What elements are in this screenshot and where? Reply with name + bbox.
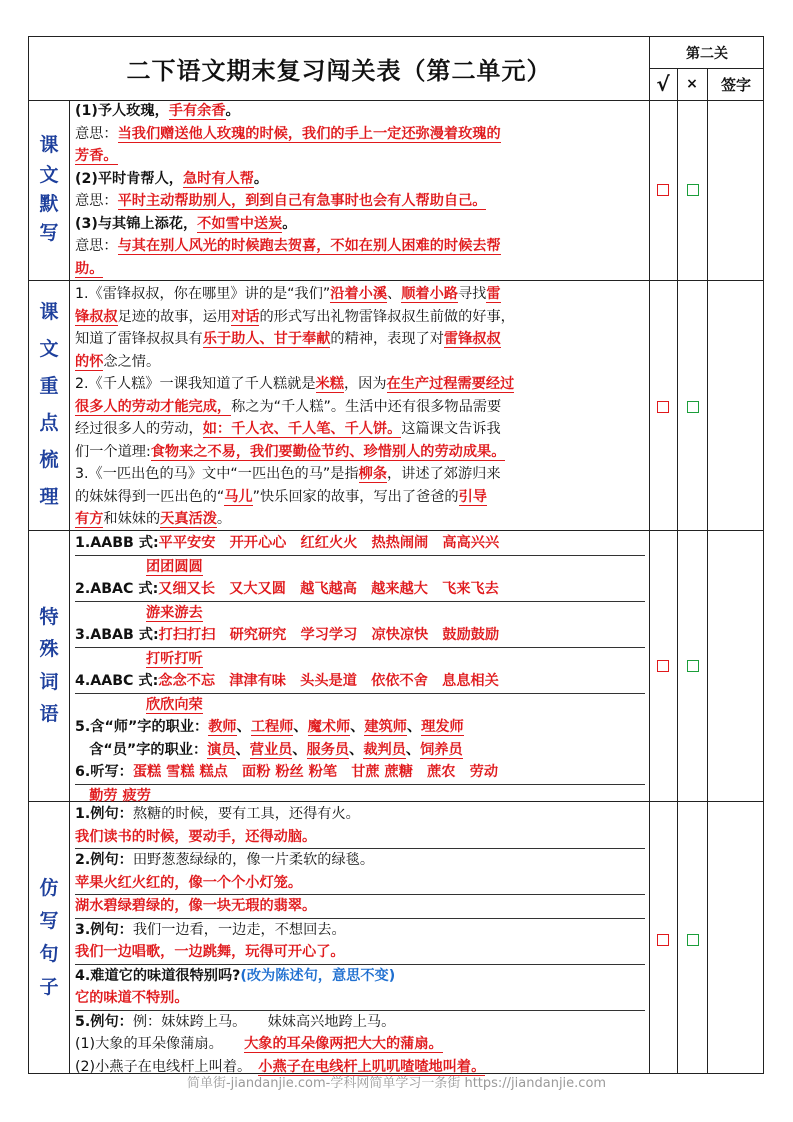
cross-header: × bbox=[686, 76, 698, 92]
section4-check-box[interactable] bbox=[657, 934, 669, 946]
section4-cross-box[interactable] bbox=[687, 934, 699, 946]
review-table bbox=[28, 36, 764, 1074]
section-key-points: 1.《雷锋叔叔，你在哪里》讲的是“我们”沿着小溪、顺着小路寻找雷 锋叔叔足迹的故事，运用对话的形式写出礼物雷锋叔叔生前做的好事， 知道了雷锋叔叔具有乐于助人、甘于奉献的精神，表现了对雷锋叔叔 的怀念之情。 2.《千人糕》一课我知道了千人糕就是米糕，因为在生产过程需要经过 很多人的劳动才能完成，称之为“千人糕”。生活中还有很多物品需要 经过很多人的劳动，如：千人衣、千人笔、千人饼。这篇课文告诉我 们一个道理:食物来之不易，我们要勤俭节约、珍惜别人的劳动成果。 3.《一匹出色的马》文中“一匹出色的马”是指柳条，讲述了郊游归来 的妹妹得到一匹出色的“马儿”快乐回家的故事，写出了爸爸的引导 有方和妹妹的天真活泼。 bbox=[75, 286, 515, 527]
page-title: 二下语文期末复习闯关表（第二单元） bbox=[126, 57, 552, 85]
section2-check-box[interactable] bbox=[657, 401, 669, 413]
section-sentence-imitation: 1.例句：熬糖的时候，要有工具，还得有火。 我们读书的时候，要动手，还得动脑。 2.例句：田野葱葱绿绿的，像一片柔软的绿毯。 苹果火红火红的，像一个个小灯笼。 湖水碧绿碧绿的，像一块无瑕的翡翠。 3.例句：我们一边看，一边走，不想回去。 我们一边唱歌，一边跳舞，玩得可开心了。 4.难道它的味道很特别吗?(改为陈述句，意思不变) 它的味道不特别。 5.例句：例：妹妹跨上马。 妹妹高兴地跨上马。 (1)大象的耳朵像蒲扇。 大象的耳朵像两把大大的蒲扇。 (2)小燕子在电线杆上叫着。 小燕子在电线杆上叽叽喳喳地叫着。 bbox=[75, 803, 645, 1078]
section-label-key-points: 课 文 重 点 梳 理 bbox=[39, 300, 59, 509]
check-header: √ bbox=[656, 72, 670, 96]
section-label-dictation: 课 文 默 写 bbox=[39, 134, 59, 245]
section1-cross-box[interactable] bbox=[687, 184, 699, 196]
section-dictation: (1)予人玫瑰，手有余香。 意思：当我们赠送他人玫瑰的时候，我们的手上一定还弥漫着玫瑰的 芳香。 (2)平时肯帮人，急时有人帮。 意思：平时主动帮助别人，到到自己有急事时也会有人帮助自己。 (3)与其锦上添花，不如雪中送炭。 意思：与其在别人风光的时候跑去贺喜，不如在别人困难的时候去帮 助。 bbox=[75, 103, 501, 277]
sign-header: 签字 bbox=[720, 75, 751, 94]
section3-cross-box[interactable] bbox=[687, 660, 699, 672]
section-special-words: 1.AABB 式:平平安安 开开心心 红红火火 热热闹闹 高高兴兴 团团圆圆 2.ABAC 式:又细又长 又大又圆 越飞越高 越来越大 飞来飞去 游来游去 3.ABAB 式:打扫打扫 研究研究 学习学习 凉快凉快 鼓励鼓励 打听打听 4.AABC 式:念念不忘 津津有味 头头是道 依依不舍 息息相关 欣欣向荣 5.含“师”字的职业：教师、工程师、魔术师、建筑师、理发师 含“员”字的职业：演员、营业员、服务员、裁判员、饲养员 6.听写：蛋糕 雪糕 糕点 面粉 粉丝 粉笔 甘蔗 蔗糖 蔗农 劳动 勤劳 疲劳 bbox=[75, 532, 645, 807]
section-label-sentence-imitation: 仿 写 句 子 bbox=[39, 876, 59, 999]
section1-check-box[interactable] bbox=[657, 184, 669, 196]
level-header: 第二关 bbox=[686, 45, 728, 62]
section2-cross-box[interactable] bbox=[687, 401, 699, 413]
section-label-special-words: 特 殊 词 语 bbox=[39, 605, 59, 725]
section3-check-box[interactable] bbox=[657, 660, 669, 672]
watermark: 简单街-jiandanjie.com-学科网简单学习一条街 https://jiandanjie.com bbox=[186, 1076, 607, 1091]
